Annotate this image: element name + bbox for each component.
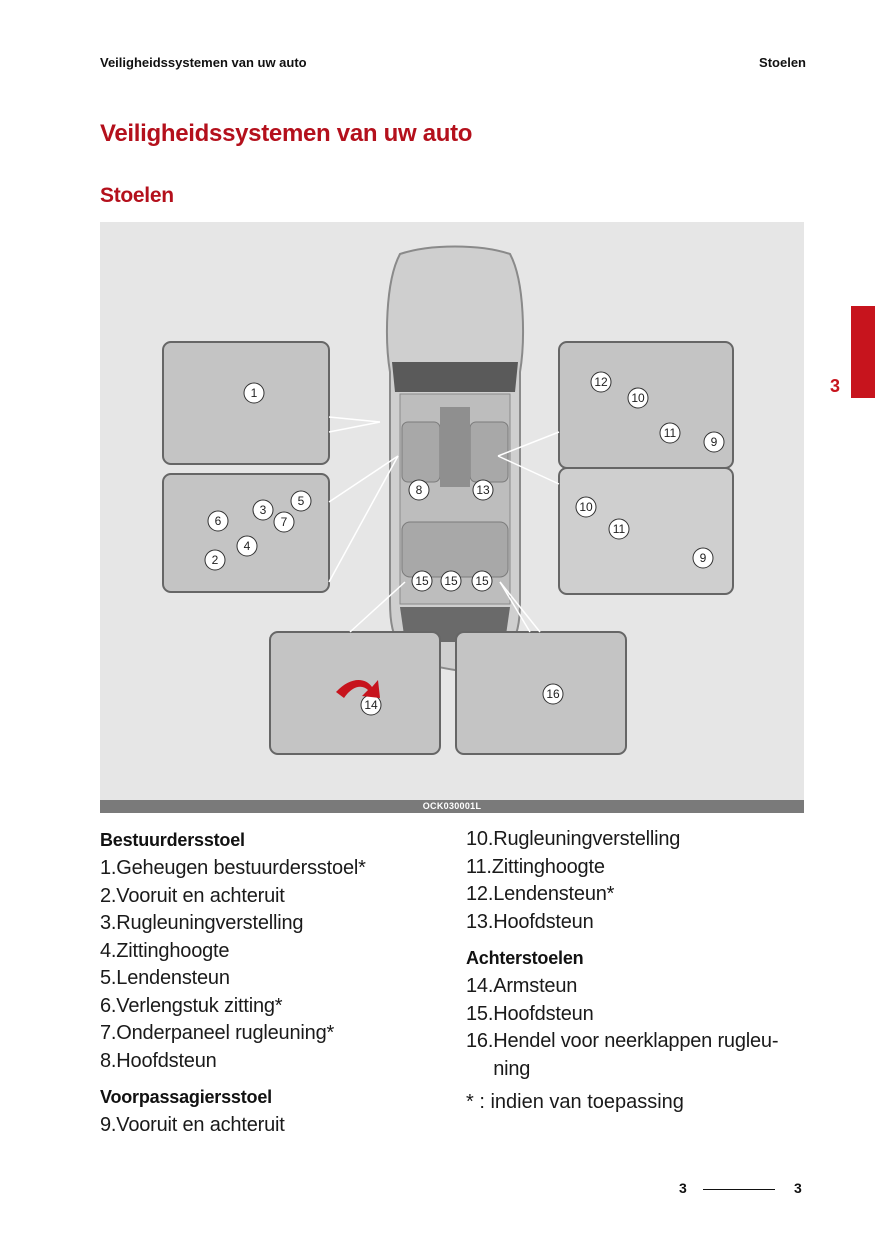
figure-code: OCK030001L (100, 800, 804, 813)
svg-text:6: 6 (214, 514, 222, 528)
callout-15a (412, 571, 432, 591)
list-item: 13. Hoofdsteun (466, 910, 594, 933)
list-item: 3. Rugleuningverstelling (100, 912, 304, 934)
callout-12 (591, 372, 611, 392)
svg-text:9: 9 (710, 435, 718, 449)
svg-text:8: 8 (415, 483, 423, 497)
callout-9b (693, 548, 713, 568)
svg-text:3: 3 (259, 503, 267, 517)
svg-text:1: 1 (250, 386, 258, 400)
callout-9 (704, 432, 724, 452)
svg-text:16: 16 (546, 687, 560, 701)
callout-4 (237, 536, 257, 556)
driver-seat (402, 422, 440, 482)
list-item: 1. Geheugen bestuurdersstoel* (100, 857, 366, 879)
callout-15b (441, 571, 461, 591)
center-console (440, 407, 470, 487)
section-title: Stoelen (100, 184, 174, 207)
running-header-left: Veiligheidssystemen van uw auto (100, 55, 307, 70)
list-item: 4. Zittinghoogte (100, 939, 230, 962)
seats-overview-illustration (100, 222, 804, 800)
list-item: 11. Zittinghoogte (466, 855, 605, 878)
left-column (100, 826, 450, 1140)
svg-text:4: 4 (243, 539, 251, 553)
right-column (466, 826, 806, 1116)
running-header-right: Stoelen (759, 55, 806, 70)
list-item: 10. Rugleuningverstelling (466, 828, 681, 850)
callout-15c (472, 571, 492, 591)
svg-text:15: 15 (444, 574, 458, 588)
inset-passenger-seat (559, 468, 733, 594)
callout-13 (473, 480, 493, 500)
seats-diagram (100, 222, 804, 800)
windshield (392, 362, 518, 392)
callout-11b (609, 519, 629, 539)
rear-bench (402, 522, 508, 577)
callout-16 (543, 684, 563, 704)
inset-memory-switch (163, 342, 329, 464)
page-title: Veiligheidssystemen van uw auto (100, 120, 473, 147)
callout-5 (291, 491, 311, 511)
callout-7 (274, 512, 294, 532)
list-item: 12. Lendensteun* (466, 883, 615, 905)
chapter-tab-number: 3 (830, 376, 841, 396)
list-item: 14. Armsteun (466, 975, 578, 997)
callout-2 (205, 550, 225, 570)
callout-14 (361, 695, 381, 715)
svg-text:15: 15 (415, 574, 429, 588)
svg-text:2: 2 (211, 553, 219, 567)
footer-page-number: 3 (794, 1180, 802, 1196)
footnote: * : indien van toepassing (466, 1091, 684, 1113)
list-item: 16. Hendel voor neerklappen rugleu-ning (466, 1030, 779, 1080)
passenger-seat-heading: Voorpassagiersstoel (100, 1087, 272, 1107)
callout-3 (253, 500, 273, 520)
list-item: 8. Hoofdsteun (100, 1049, 217, 1072)
footer-divider (703, 1189, 775, 1190)
svg-text:15: 15 (475, 574, 489, 588)
callout-10 (628, 388, 648, 408)
svg-text:9: 9 (699, 551, 707, 565)
svg-text:5: 5 (297, 494, 305, 508)
callout-1 (244, 383, 264, 403)
list-item: 6. Verlengstuk zitting* (100, 994, 283, 1017)
svg-text:12: 12 (594, 375, 608, 389)
list-item: 7. Onderpaneel rugleuning* (100, 1022, 335, 1044)
inset-rear-armrest (270, 632, 440, 754)
inset-folding-lever (456, 632, 626, 754)
svg-text:10: 10 (631, 391, 645, 405)
svg-text:14: 14 (364, 698, 378, 712)
svg-text:11: 11 (612, 522, 626, 536)
callout-6 (208, 511, 228, 531)
callout-10b (576, 497, 596, 517)
list-item: 5. Lendensteun (100, 967, 230, 989)
svg-text:11: 11 (663, 426, 677, 440)
rear-seats-heading: Achterstoelen (466, 948, 584, 968)
chapter-tab-marker (851, 306, 875, 398)
passenger-seat (470, 422, 508, 482)
list-item: 9. Vooruit en achteruit (100, 1114, 285, 1136)
callout-11 (660, 423, 680, 443)
footer-chapter: 3 (679, 1180, 687, 1196)
callout-8 (409, 480, 429, 500)
list-item: 15. Hoofdsteun (466, 1002, 594, 1025)
svg-text:10: 10 (579, 500, 593, 514)
svg-text:7: 7 (280, 515, 288, 529)
driver-seat-heading: Bestuurdersstoel (100, 830, 245, 850)
svg-text:13: 13 (476, 483, 490, 497)
list-item: 2. Vooruit en achteruit (100, 884, 285, 907)
